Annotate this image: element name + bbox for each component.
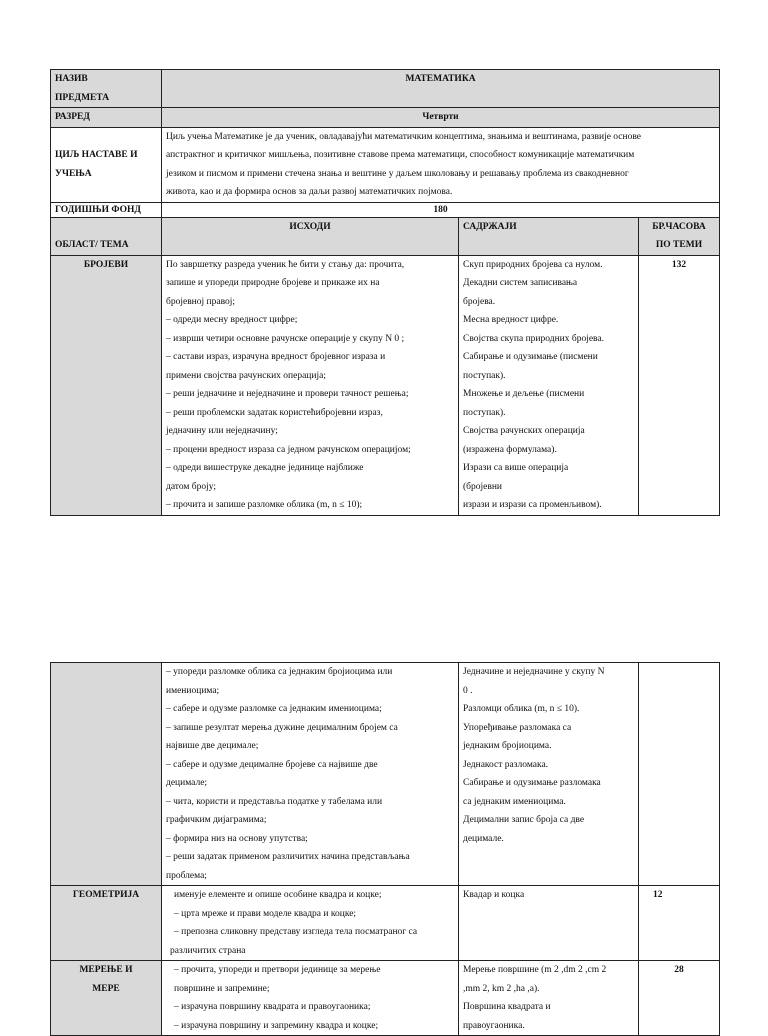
numbers-row	[51, 255, 720, 515]
header-hours: БР.ЧАСОВА ПО ТЕМИ	[639, 217, 720, 255]
fund-value: 180	[162, 202, 720, 217]
header-row	[51, 217, 720, 255]
numbers-continued-row	[51, 663, 720, 886]
curriculum-table-page-2	[50, 662, 720, 1036]
subject-row	[51, 70, 720, 108]
header-contents: САДРЖАЈИ	[459, 217, 639, 255]
numbers-continued-area	[51, 663, 162, 886]
measurement-outcomes: – прочита, упореди и претвори јединице за мерење површине и запремине; – израчуна површину квадрата и правоугаоника; – израчуна површину и запремину квадра и коцке;	[162, 961, 459, 1036]
measurement-hours: 28	[639, 961, 720, 1036]
fund-label: ГОДИШЊИ ФОНД	[51, 202, 162, 217]
fund-row	[51, 202, 720, 217]
measurement-contents: Мерење површине (m 2 ,dm 2 ,cm 2 ,mm 2, km 2 ,ha ,a). Површина квадрата и правоугаоника.	[459, 961, 639, 1036]
header-outcomes: ИСХОДИ	[162, 217, 459, 255]
grade-label: РАЗРЕД	[51, 108, 162, 128]
numbers-continued-outcomes: – упореди разломке облика са једнаким бројиоцима или имениоцима; – сабере и одузме разломке са једнаким имениоцима; – запише резултат мерења дужине децималним бројем са највише две децимале; – сабере и одузме децималне бројеве са највише две децимале; – чита, користи и представља податке у табелама или графичким дијаграмима; – формира низ на основу упутства; – реши задатак применом различитих начина представљања проблема;	[162, 663, 459, 886]
measurement-area: МЕРЕЊЕ И МЕРЕ	[51, 961, 162, 1036]
subject-value: МАТЕМАТИКА	[162, 70, 720, 108]
grade-row	[51, 108, 720, 128]
goal-label: ЦИЉ НАСТАВЕ И УЧЕЊА	[51, 127, 162, 202]
numbers-hours: 132	[639, 255, 720, 515]
numbers-area: БРОЈЕВИ	[51, 255, 162, 515]
goal-text: Циљ учења Математике је да ученик, овладавајући математичким концептима, знањима и вештинама, развије основе апстрактног и критичког мишљења, позитивне ставове према математици, способност комуникације математичким језиком и писмом и примени стечена знања и вештине у даљем школовању и решавању проблема из свакодневног живота, као и да формира основ за даљи развој математичких појмова.	[162, 127, 720, 202]
grade-value: Четврти	[162, 108, 720, 128]
numbers-outcomes: По завршетку разреда ученик ће бити у стању да: прочита, запише и упореди природне бројеве и прикаже их на бројевној правој; – одреди месну вредност цифре; – изврши четири основне рачунске операције у скупу N 0 ; – састави израз, израчуна вредност бројевног израза и примени својства рачунских операција; – реши једначине и неједначине и провери тачност решења; – реши проблемски задатак користећибројевни израз, једначину или неједначину; – процени вредност израза са једном рачунском операцијом; – одреди вишеструке декадне јединице најближе датом броју; – прочита и запише разломке облика (m, n ≤ 10);	[162, 255, 459, 515]
curriculum-table-page-1	[50, 69, 720, 516]
numbers-continued-contents: Једначине и неједначине у скупу N 0 . Разломци облика (m, n ≤ 10). Упоређивање разломака са једнаким бројиоцима. Једнакост разломака. Сабирање и одузимање разломака са једнаким имениоцима. Децимални запис броја са две децимале.	[459, 663, 639, 886]
subject-label: НАЗИВ ПРЕДМЕТА	[51, 70, 162, 108]
geometry-contents: Квадар и коцка	[459, 886, 639, 961]
geometry-row	[51, 886, 720, 961]
goal-row	[51, 127, 720, 202]
header-area: ОБЛАСТ/ ТЕМА	[51, 217, 162, 255]
measurement-row	[51, 961, 720, 1036]
geometry-outcomes: именује елементе и опише особине квадра и коцке; – црта мреже и прави моделе квадра и коцке; – препозна сликовну представу изгледа тела посматраног са различитих страна	[162, 886, 459, 961]
geometry-area: ГЕОМЕТРИЈА	[51, 886, 162, 961]
numbers-continued-hours	[639, 663, 720, 886]
numbers-contents: Скуп природних бројева са нулом. Декадни систем записивања бројева. Месна вредност цифре. Својства скупа природних бројева. Сабирање и одузимање (писмени поступак). Множење и дељење (писмени поступак). Својства рачунских операција (изражена формулама). Изрази са више операција (бројевни изрази и изрази са променљивом).	[459, 255, 639, 515]
geometry-hours: 12	[639, 886, 720, 961]
